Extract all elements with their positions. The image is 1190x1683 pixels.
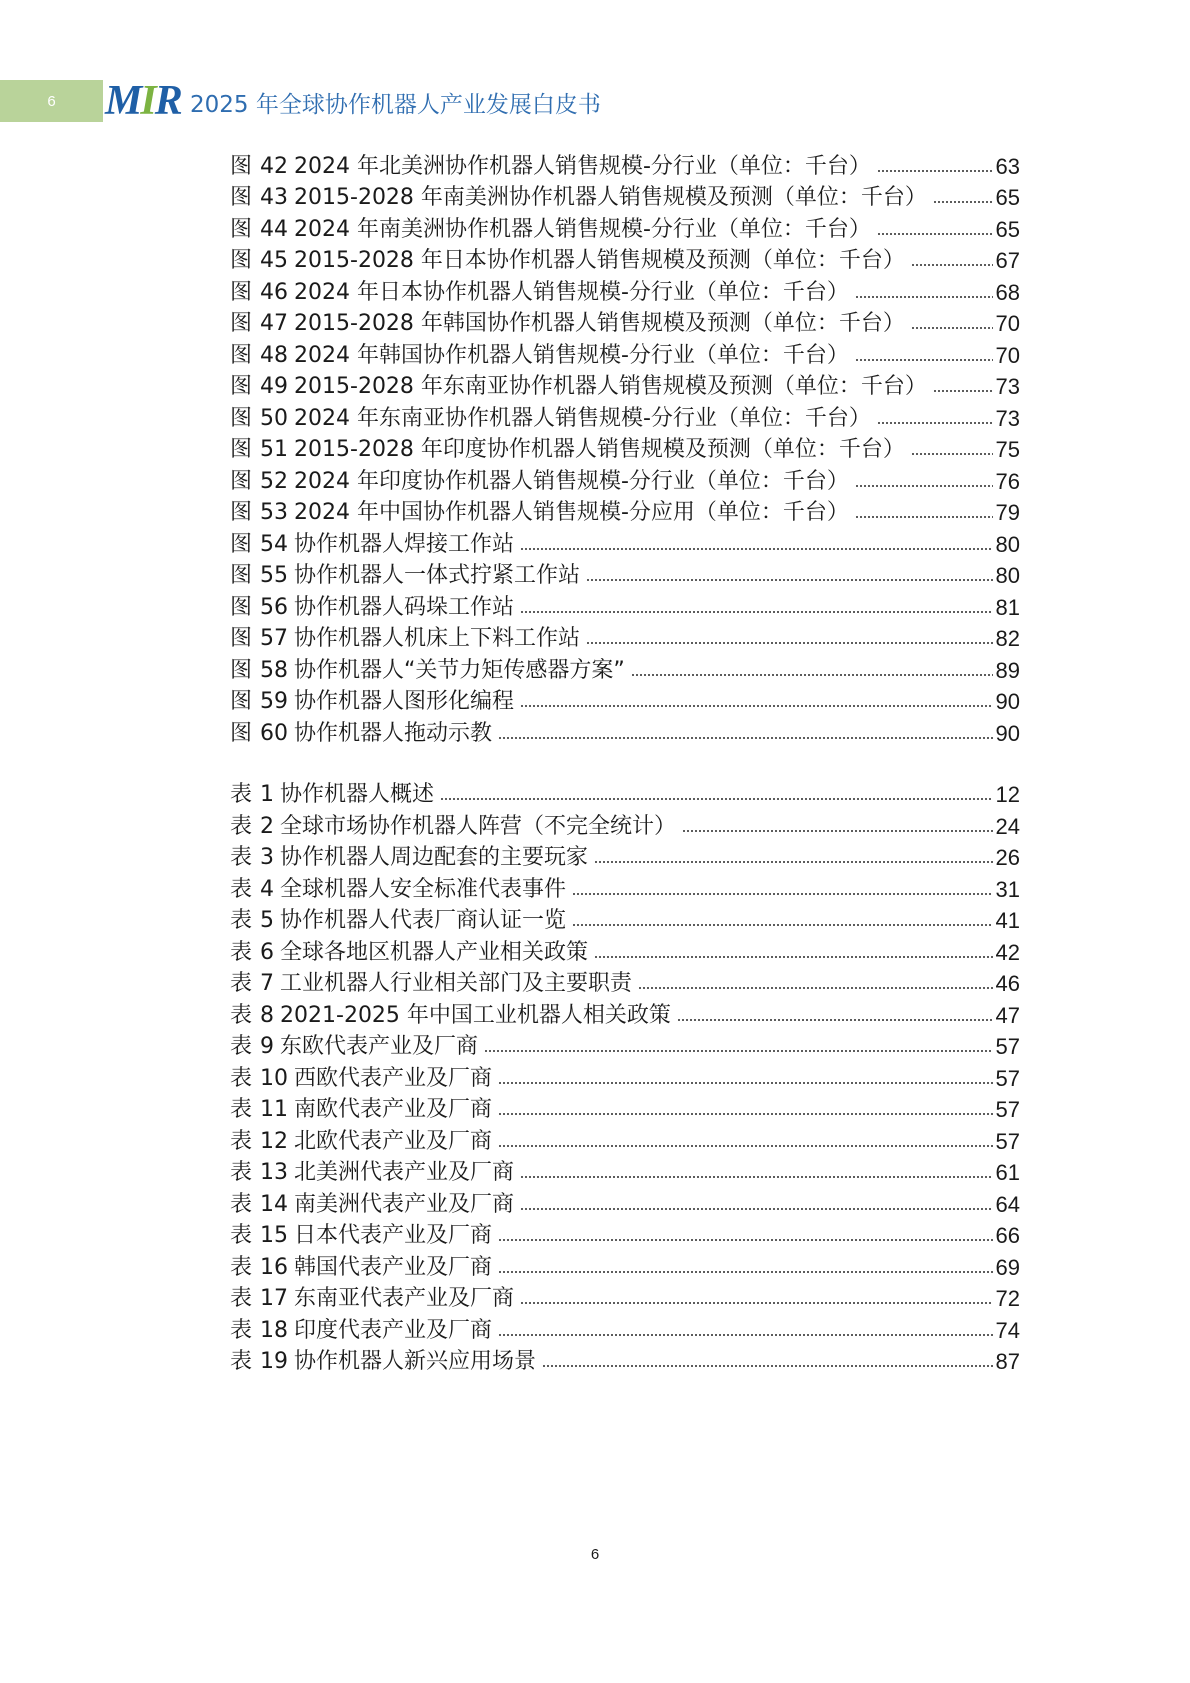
- entry-title: 协作机器人周边配套的主要玩家: [280, 845, 589, 870]
- entry-page-number: 80: [995, 563, 1020, 588]
- entry-prefix: 图: [230, 563, 253, 588]
- entry-prefix: 表: [230, 1254, 253, 1280]
- entry-page-number: 80: [995, 531, 1020, 557]
- figure-entry[interactable]: [230, 715, 1020, 747]
- entry-number: 13: [260, 1160, 289, 1185]
- dot-leader: [586, 642, 992, 644]
- dot-leader: [933, 390, 993, 392]
- dot-leader: [682, 830, 992, 832]
- entry-title: 协作机器人“关节力矩传感器方案”: [294, 657, 625, 683]
- entry-label: [230, 212, 871, 243]
- dot-leader: [638, 987, 992, 989]
- entry-label: [230, 621, 580, 652]
- entry-page-number: 70: [995, 342, 1020, 368]
- entry-label: [230, 527, 514, 558]
- entry-number: 12: [260, 1128, 289, 1154]
- entry-number: 57: [260, 626, 289, 651]
- dot-leader: [498, 1113, 992, 1115]
- entry-page-number: 90: [995, 720, 1020, 746]
- entry-label: [230, 275, 849, 306]
- entry-prefix: 表: [230, 1317, 253, 1343]
- entry-number: 19: [260, 1349, 289, 1374]
- figure-entry[interactable]: [230, 211, 1020, 243]
- entry-prefix: 图: [230, 405, 253, 431]
- entry-title: 协作机器人概述: [280, 782, 435, 807]
- entry-prefix: 图: [230, 500, 253, 525]
- section-gap: [230, 747, 1020, 777]
- entry-prefix: 图: [230, 720, 253, 746]
- figure-entry[interactable]: [230, 337, 1020, 369]
- table-entry[interactable]: [230, 997, 1020, 1029]
- page-number: 6: [590, 1546, 600, 1563]
- dot-leader: [855, 485, 993, 487]
- table-entry[interactable]: [230, 903, 1020, 935]
- entry-prefix: 表: [230, 1002, 253, 1028]
- entry-title: 2024 年中国协作机器人销售规模-分应用（单位：千台）: [294, 500, 849, 525]
- dot-leader: [498, 1334, 992, 1336]
- entry-label: [230, 369, 927, 400]
- entry-label: [230, 684, 514, 715]
- entry-number: 11: [260, 1097, 289, 1122]
- page-tab: 6: [0, 80, 103, 122]
- entry-number: 17: [260, 1286, 289, 1311]
- dot-leader: [498, 1082, 992, 1084]
- entry-number: 58: [260, 657, 289, 683]
- entry-prefix: 图: [230, 279, 253, 305]
- entry-title: 2024 年韩国协作机器人销售规模-分行业（单位：千台）: [294, 342, 849, 368]
- entry-page-number: 65: [995, 216, 1020, 242]
- entry-prefix: 表: [230, 939, 253, 965]
- entry-title: 2015-2028 年南美洲协作机器人销售规模及预测（单位：千台）: [294, 185, 927, 210]
- entry-number: 9: [260, 1034, 275, 1059]
- entry-prefix: 图: [230, 248, 253, 273]
- table-entry[interactable]: [230, 1312, 1020, 1344]
- entry-label: [230, 809, 676, 840]
- entry-number: 2: [260, 813, 275, 839]
- figure-entry[interactable]: [230, 652, 1020, 684]
- figure-entry[interactable]: [230, 621, 1020, 653]
- dot-leader: [911, 327, 993, 329]
- entry-label: [230, 243, 905, 274]
- entry-number: 51: [260, 437, 289, 462]
- entry-prefix: 表: [230, 908, 253, 933]
- entry-page-number: 42: [995, 939, 1020, 965]
- entry-page-number: 68: [995, 279, 1020, 305]
- entry-prefix: 表: [230, 1128, 253, 1154]
- table-entry[interactable]: [230, 871, 1020, 903]
- entry-prefix: 表: [230, 1349, 253, 1374]
- entry-prefix: 图: [230, 594, 253, 620]
- entry-number: 7: [260, 971, 275, 996]
- entry-prefix: 图: [230, 689, 253, 714]
- entry-page-number: 24: [995, 813, 1020, 839]
- entry-title: 韩国代表产业及厂商: [294, 1254, 493, 1280]
- dot-leader: [520, 548, 992, 550]
- entry-page-number: 12: [995, 782, 1020, 807]
- entry-number: 49: [260, 374, 289, 399]
- entry-title: 南欧代表产业及厂商: [294, 1097, 493, 1122]
- dot-leader: [877, 170, 993, 172]
- entry-label: [230, 1155, 514, 1186]
- entry-prefix: 表: [230, 1034, 253, 1059]
- entry-prefix: 图: [230, 153, 253, 179]
- dot-leader: [440, 798, 992, 800]
- entry-prefix: 图: [230, 468, 253, 494]
- entry-page-number: 46: [995, 971, 1020, 996]
- entry-number: 59: [260, 689, 289, 714]
- entry-label: [230, 716, 492, 747]
- dot-leader: [586, 579, 992, 581]
- figure-entry[interactable]: [230, 243, 1020, 275]
- entry-prefix: 图: [230, 311, 253, 336]
- entry-title: 东欧代表产业及厂商: [280, 1034, 479, 1059]
- entry-prefix: 表: [230, 1191, 253, 1217]
- entry-title: 2015-2028 年韩国协作机器人销售规模及预测（单位：千台）: [294, 311, 905, 336]
- table-entry[interactable]: [230, 1281, 1020, 1313]
- entry-title: 2021-2025 年中国工业机器人相关政策: [280, 1002, 671, 1028]
- entry-page-number: 72: [995, 1286, 1020, 1311]
- entry-label: [230, 998, 671, 1029]
- entry-label: [230, 777, 434, 808]
- entry-label: [230, 401, 871, 432]
- entry-number: 52: [260, 468, 289, 494]
- entry-title: 日本代表产业及厂商: [294, 1223, 493, 1248]
- entry-label: [230, 1313, 492, 1344]
- table-entry[interactable]: [230, 1344, 1020, 1376]
- entry-title: 2024 年印度协作机器人销售规模-分行业（单位：千台）: [294, 468, 849, 494]
- entry-page-number: 63: [995, 153, 1020, 179]
- entry-title: 2015-2028 年日本协作机器人销售规模及预测（单位：千台）: [294, 248, 905, 273]
- entry-page-number: 26: [995, 845, 1020, 870]
- dot-leader: [520, 705, 992, 707]
- entry-page-number: 81: [995, 594, 1020, 620]
- figure-entry[interactable]: [230, 463, 1020, 495]
- table-entry[interactable]: [230, 1249, 1020, 1281]
- entry-prefix: 图: [230, 342, 253, 368]
- entry-number: 5: [260, 908, 275, 933]
- entry-number: 42: [260, 153, 289, 179]
- entry-title: 2024 年东南亚协作机器人销售规模-分行业（单位：千台）: [294, 405, 871, 431]
- dot-leader: [911, 453, 993, 455]
- table-entry[interactable]: [230, 1155, 1020, 1187]
- entry-page-number: 75: [995, 437, 1020, 462]
- entry-prefix: 表: [230, 813, 253, 839]
- entry-prefix: 表: [230, 1065, 253, 1091]
- entry-page-number: 47: [995, 1002, 1020, 1028]
- entry-prefix: 表: [230, 1097, 253, 1122]
- dot-leader: [933, 201, 993, 203]
- entry-prefix: 图: [230, 374, 253, 399]
- entry-label: [230, 1250, 492, 1281]
- entry-number: 3: [260, 845, 275, 870]
- entry-prefix: 图: [230, 531, 253, 557]
- entry-title: 协作机器人代表厂商认证一览: [280, 908, 567, 933]
- entry-number: 46: [260, 279, 289, 305]
- figure-list: [230, 148, 1020, 747]
- entry-title: 2024 年日本协作机器人销售规模-分行业（单位：千台）: [294, 279, 849, 305]
- entry-page-number: 64: [995, 1191, 1020, 1217]
- entry-page-number: 87: [995, 1349, 1020, 1374]
- entry-page-number: 66: [995, 1223, 1020, 1248]
- table-entry[interactable]: [230, 1186, 1020, 1218]
- entry-label: [230, 872, 566, 903]
- dot-leader: [498, 1239, 992, 1241]
- entry-label: [230, 149, 871, 180]
- entry-number: 55: [260, 563, 289, 588]
- entry-number: 44: [260, 216, 289, 242]
- entry-prefix: 图: [230, 437, 253, 462]
- dot-leader: [572, 893, 992, 895]
- entry-prefix: 表: [230, 1286, 253, 1311]
- entry-prefix: 表: [230, 1223, 253, 1248]
- entry-title: 协作机器人码垛工作站: [294, 594, 515, 620]
- entry-number: 43: [260, 185, 289, 210]
- table-of-contents: [230, 148, 1020, 1375]
- entry-prefix: 表: [230, 845, 253, 870]
- entry-label: [230, 558, 580, 589]
- entry-title: 全球各地区机器人产业相关政策: [280, 939, 589, 965]
- dot-leader: [572, 924, 992, 926]
- document-title: 2025 年全球协作机器人产业发展白皮书: [190, 92, 601, 118]
- entry-label: [230, 590, 514, 621]
- entry-title: 2024 年南美洲协作机器人销售规模-分行业（单位：千台）: [294, 216, 871, 242]
- entry-page-number: 67: [995, 248, 1020, 273]
- entry-number: 8: [260, 1002, 275, 1028]
- dot-leader: [498, 737, 992, 739]
- entry-page-number: 73: [995, 405, 1020, 431]
- dot-leader: [877, 422, 993, 424]
- entry-number: 4: [260, 876, 275, 902]
- entry-title: 2015-2028 年印度协作机器人销售规模及预测（单位：千台）: [294, 437, 905, 462]
- entry-title: 协作机器人拖动示教: [294, 720, 493, 746]
- entry-label: [230, 1061, 492, 1092]
- entry-page-number: 57: [995, 1128, 1020, 1154]
- entry-prefix: 表: [230, 971, 253, 996]
- entry-title: 协作机器人焊接工作站: [294, 531, 515, 557]
- dot-leader: [520, 1176, 992, 1178]
- dot-leader: [877, 233, 993, 235]
- dot-leader: [542, 1365, 992, 1367]
- entry-number: 56: [260, 594, 289, 620]
- dot-leader: [594, 861, 992, 863]
- entry-prefix: 图: [230, 657, 253, 683]
- dot-leader: [520, 1208, 992, 1210]
- entry-number: 6: [260, 939, 275, 965]
- entry-page-number: 41: [995, 908, 1020, 933]
- entry-label: [230, 903, 566, 934]
- page-header: [0, 80, 1190, 122]
- entry-prefix: 图: [230, 626, 253, 651]
- figure-entry[interactable]: [230, 369, 1020, 401]
- table-entry[interactable]: [230, 1218, 1020, 1250]
- entry-title: 东南亚代表产业及厂商: [294, 1286, 515, 1311]
- entry-title: 全球机器人安全标准代表事件: [280, 876, 567, 902]
- entry-label: [230, 432, 905, 463]
- figure-entry[interactable]: [230, 589, 1020, 621]
- entry-title: 2024 年北美洲协作机器人销售规模-分行业（单位：千台）: [294, 153, 871, 179]
- entry-label: [230, 840, 588, 871]
- dot-leader: [594, 956, 992, 958]
- entry-number: 10: [260, 1065, 289, 1091]
- entry-label: [230, 1344, 536, 1375]
- dot-leader: [911, 264, 993, 266]
- figure-entry[interactable]: [230, 400, 1020, 432]
- entry-page-number: 65: [995, 185, 1020, 210]
- table-entry[interactable]: [230, 840, 1020, 872]
- entry-prefix: 图: [230, 185, 253, 210]
- entry-title: 印度代表产业及厂商: [294, 1317, 493, 1343]
- entry-page-number: 57: [995, 1034, 1020, 1059]
- entry-page-number: 89: [995, 657, 1020, 683]
- entry-page-number: 74: [995, 1317, 1020, 1343]
- entry-number: 50: [260, 405, 289, 431]
- entry-page-number: 79: [995, 500, 1020, 525]
- entry-page-number: 90: [995, 689, 1020, 714]
- entry-title: 协作机器人新兴应用场景: [294, 1349, 537, 1374]
- entry-prefix: 表: [230, 876, 253, 902]
- entry-label: [230, 1029, 478, 1060]
- figure-entry[interactable]: [230, 526, 1020, 558]
- entry-label: [230, 1092, 492, 1123]
- entry-title: 协作机器人机床上下料工作站: [294, 626, 581, 651]
- table-entry[interactable]: [230, 1060, 1020, 1092]
- figure-entry[interactable]: [230, 306, 1020, 338]
- entry-title: 协作机器人图形化编程: [294, 689, 515, 714]
- entry-label: [230, 495, 849, 526]
- entry-label: [230, 1218, 492, 1249]
- entry-label: [230, 966, 632, 997]
- entry-number: 48: [260, 342, 289, 368]
- figure-entry[interactable]: [230, 180, 1020, 212]
- figure-entry[interactable]: [230, 495, 1020, 527]
- entry-number: 18: [260, 1317, 289, 1343]
- entry-label: [230, 935, 588, 966]
- entry-title: 全球市场协作机器人阵营（不完全统计）: [280, 813, 677, 839]
- entry-page-number: 82: [995, 626, 1020, 651]
- dot-leader: [631, 674, 993, 676]
- entry-number: 16: [260, 1254, 289, 1280]
- entry-page-number: 69: [995, 1254, 1020, 1280]
- dot-leader: [677, 1019, 993, 1021]
- dot-leader: [498, 1145, 992, 1147]
- entry-page-number: 31: [995, 876, 1020, 902]
- entry-page-number: 57: [995, 1097, 1020, 1122]
- entry-title: 工业机器人行业相关部门及主要职责: [280, 971, 633, 996]
- entry-title: 北欧代表产业及厂商: [294, 1128, 493, 1154]
- dot-leader: [520, 1302, 992, 1304]
- entry-title: 协作机器人一体式拧紧工作站: [294, 563, 581, 588]
- table-list: [230, 777, 1020, 1376]
- entry-page-number: 61: [995, 1160, 1020, 1185]
- table-entry[interactable]: [230, 1123, 1020, 1155]
- entry-title: 西欧代表产业及厂商: [294, 1065, 493, 1091]
- table-entry[interactable]: [230, 934, 1020, 966]
- entry-number: 53: [260, 500, 289, 525]
- table-entry[interactable]: [230, 1092, 1020, 1124]
- entry-title: 北美洲代表产业及厂商: [294, 1160, 515, 1185]
- figure-entry[interactable]: [230, 274, 1020, 306]
- entry-label: [230, 306, 905, 337]
- entry-page-number: 57: [995, 1065, 1020, 1091]
- figure-entry[interactable]: [230, 148, 1020, 180]
- entry-label: [230, 1281, 514, 1312]
- entry-label: [230, 180, 927, 211]
- figure-entry[interactable]: [230, 432, 1020, 464]
- entry-prefix: 表: [230, 782, 253, 807]
- entry-label: [230, 1187, 514, 1218]
- figure-entry[interactable]: [230, 558, 1020, 590]
- table-entry[interactable]: [230, 777, 1020, 809]
- dot-leader: [484, 1050, 992, 1052]
- entry-prefix: 表: [230, 1160, 253, 1185]
- table-entry[interactable]: [230, 1029, 1020, 1061]
- entry-page-number: 73: [995, 374, 1020, 399]
- entry-label: [230, 1124, 492, 1155]
- dot-leader: [498, 1271, 992, 1273]
- mir-logo: MIR: [105, 78, 181, 124]
- entry-label: [230, 338, 849, 369]
- table-entry[interactable]: [230, 966, 1020, 998]
- entry-title: 南美洲代表产业及厂商: [294, 1191, 515, 1217]
- dot-leader: [855, 296, 993, 298]
- entry-number: 60: [260, 720, 289, 746]
- entry-title: 2015-2028 年东南亚协作机器人销售规模及预测（单位：千台）: [294, 374, 927, 399]
- entry-page-number: 70: [995, 311, 1020, 336]
- entry-number: 45: [260, 248, 289, 273]
- entry-number: 14: [260, 1191, 289, 1217]
- entry-label: [230, 464, 849, 495]
- figure-entry[interactable]: [230, 684, 1020, 716]
- entry-prefix: 图: [230, 216, 253, 242]
- table-entry[interactable]: [230, 808, 1020, 840]
- entry-number: 15: [260, 1223, 289, 1248]
- entry-number: 47: [260, 311, 289, 336]
- entry-number: 1: [260, 782, 275, 807]
- dot-leader: [855, 516, 993, 518]
- dot-leader: [855, 359, 993, 361]
- entry-page-number: 76: [995, 468, 1020, 494]
- dot-leader: [520, 611, 992, 613]
- entry-label: [230, 653, 625, 684]
- entry-number: 54: [260, 531, 289, 557]
